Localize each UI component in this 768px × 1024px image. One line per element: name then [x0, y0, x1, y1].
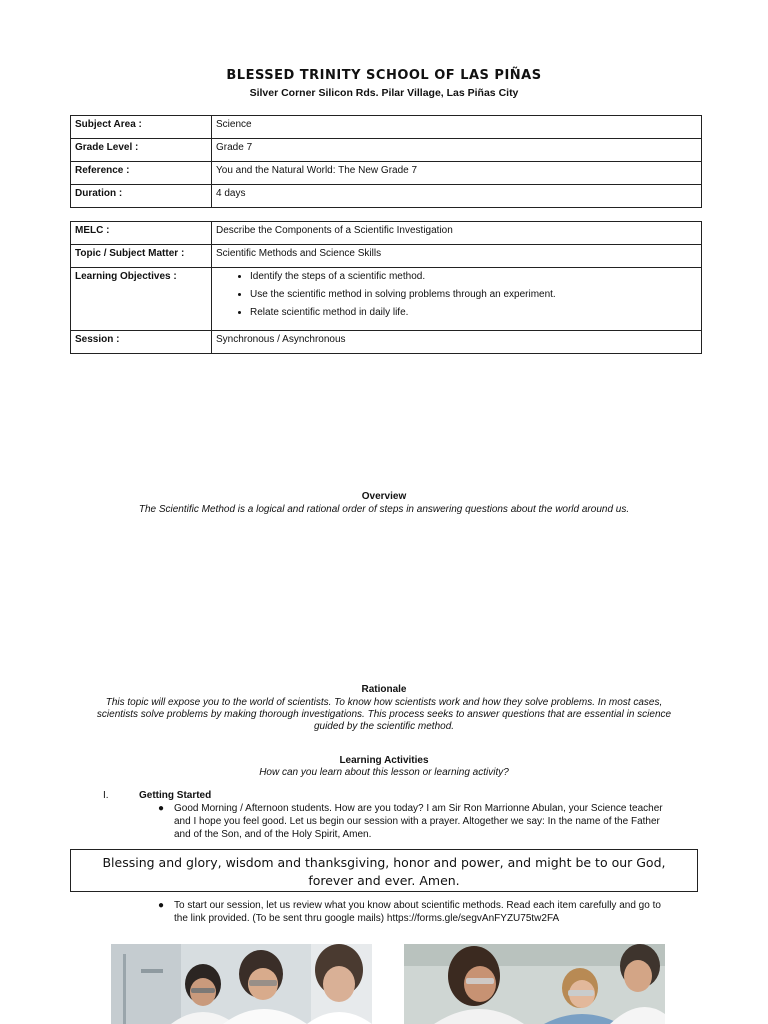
melc-value: Describe the Components of a Scientific Investigation [212, 222, 702, 245]
getting-started-title: Getting Started [139, 790, 212, 801]
duration-value: 4 days [212, 185, 702, 208]
rationale-line: guided by the scientific method. [313, 721, 455, 732]
topic-value: Scientific Methods and Science Skills [212, 245, 702, 268]
review-bullet [158, 899, 714, 925]
objectives-list [216, 271, 697, 319]
welcome-line: Good Morning / Afternoon students. How are you today? I am Sir Ron Marrionne Abulan, your Science teacher [174, 803, 663, 814]
subject-area-label: Subject Area : [71, 116, 212, 139]
grade-level-value: Grade 7 [212, 139, 702, 162]
overview-title: Overview [361, 491, 407, 502]
melc-label: MELC : [71, 222, 212, 245]
rationale-line: This topic will expose you to the world of scientists. To know how scientists work and how they solve problems. In most cases, [105, 697, 663, 708]
prayer-box [70, 849, 698, 892]
rationale-title: Rationale [361, 684, 407, 695]
review-line: To start our session, let us review what you know about scientific methods. Read each item carefully and go to [174, 900, 661, 911]
rationale-line: scientists solve problems by making thorough investigations. This process seeks to answer questions that are essential in science [96, 709, 672, 720]
welcome-line: and I hope you feel good. Let us begin our session with a prayer. Altogether we say: In the name of the Father [174, 816, 660, 827]
school-address: Silver Corner Silicon Rds. Pilar Village, Las Piñas City [249, 87, 519, 99]
learning-activities-subtitle: How can you learn about this lesson or learning activity? [259, 767, 509, 778]
lesson-details-table [70, 221, 702, 354]
table-row [71, 139, 702, 162]
session-value: Synchronous / Asynchronous [212, 331, 702, 354]
school-name: BLESSED TRINITY SCHOOL OF LAS PIÑAS [226, 68, 542, 83]
overview-text: The Scientific Method is a logical and rational order of steps in answering questions about the world around us. [138, 504, 630, 515]
subject-area-value: Science [212, 116, 702, 139]
prayer-line: forever and ever. Amen. [308, 873, 460, 888]
table-row [71, 331, 702, 354]
grade-level-label: Grade Level : [71, 139, 212, 162]
table-row [71, 185, 702, 208]
welcome-bullet [158, 802, 714, 841]
bullet-icon: ● [158, 803, 165, 814]
learning-objectives-value [212, 268, 702, 331]
lab-students-illustration [111, 944, 372, 1024]
table-row [71, 268, 702, 331]
experiment-students-illustration [404, 944, 665, 1024]
prayer-line: Blessing and glory, wisdom and thanksgiving, honor and power, and might be to our God, [102, 855, 666, 870]
rationale-text [70, 697, 698, 733]
topic-label: Topic / Subject Matter : [71, 245, 212, 268]
review-line: the link provided. (To be sent thru google mails) https://forms.gle/segvAnFYZU75tw2FA [174, 913, 560, 924]
subject-info-table [70, 115, 702, 208]
learning-activities-title: Learning Activities [339, 755, 429, 766]
learning-objectives-label: Learning Objectives : [71, 268, 212, 331]
table-row [71, 162, 702, 185]
section-numeral: I. [103, 790, 109, 801]
list-item: • Relate scientific method in daily life. [250, 307, 697, 319]
reference-label: Reference : [71, 162, 212, 185]
reference-value: You and the Natural World: The New Grade 7 [212, 162, 702, 185]
list-item: • Identify the steps of a scientific method. [250, 271, 697, 283]
bullet-icon: ● [158, 900, 165, 911]
lab-students-photo [111, 944, 372, 1024]
duration-label: Duration : [71, 185, 212, 208]
table-row [71, 222, 702, 245]
session-label: Session : [71, 331, 212, 354]
list-item: • Use the scientific method in solving problems through an experiment. [250, 289, 697, 301]
table-row [71, 245, 702, 268]
table-row [71, 116, 702, 139]
welcome-line: and of the Son, and of the Holy Spirit, Amen. [174, 829, 372, 840]
experiment-students-photo [404, 944, 665, 1024]
